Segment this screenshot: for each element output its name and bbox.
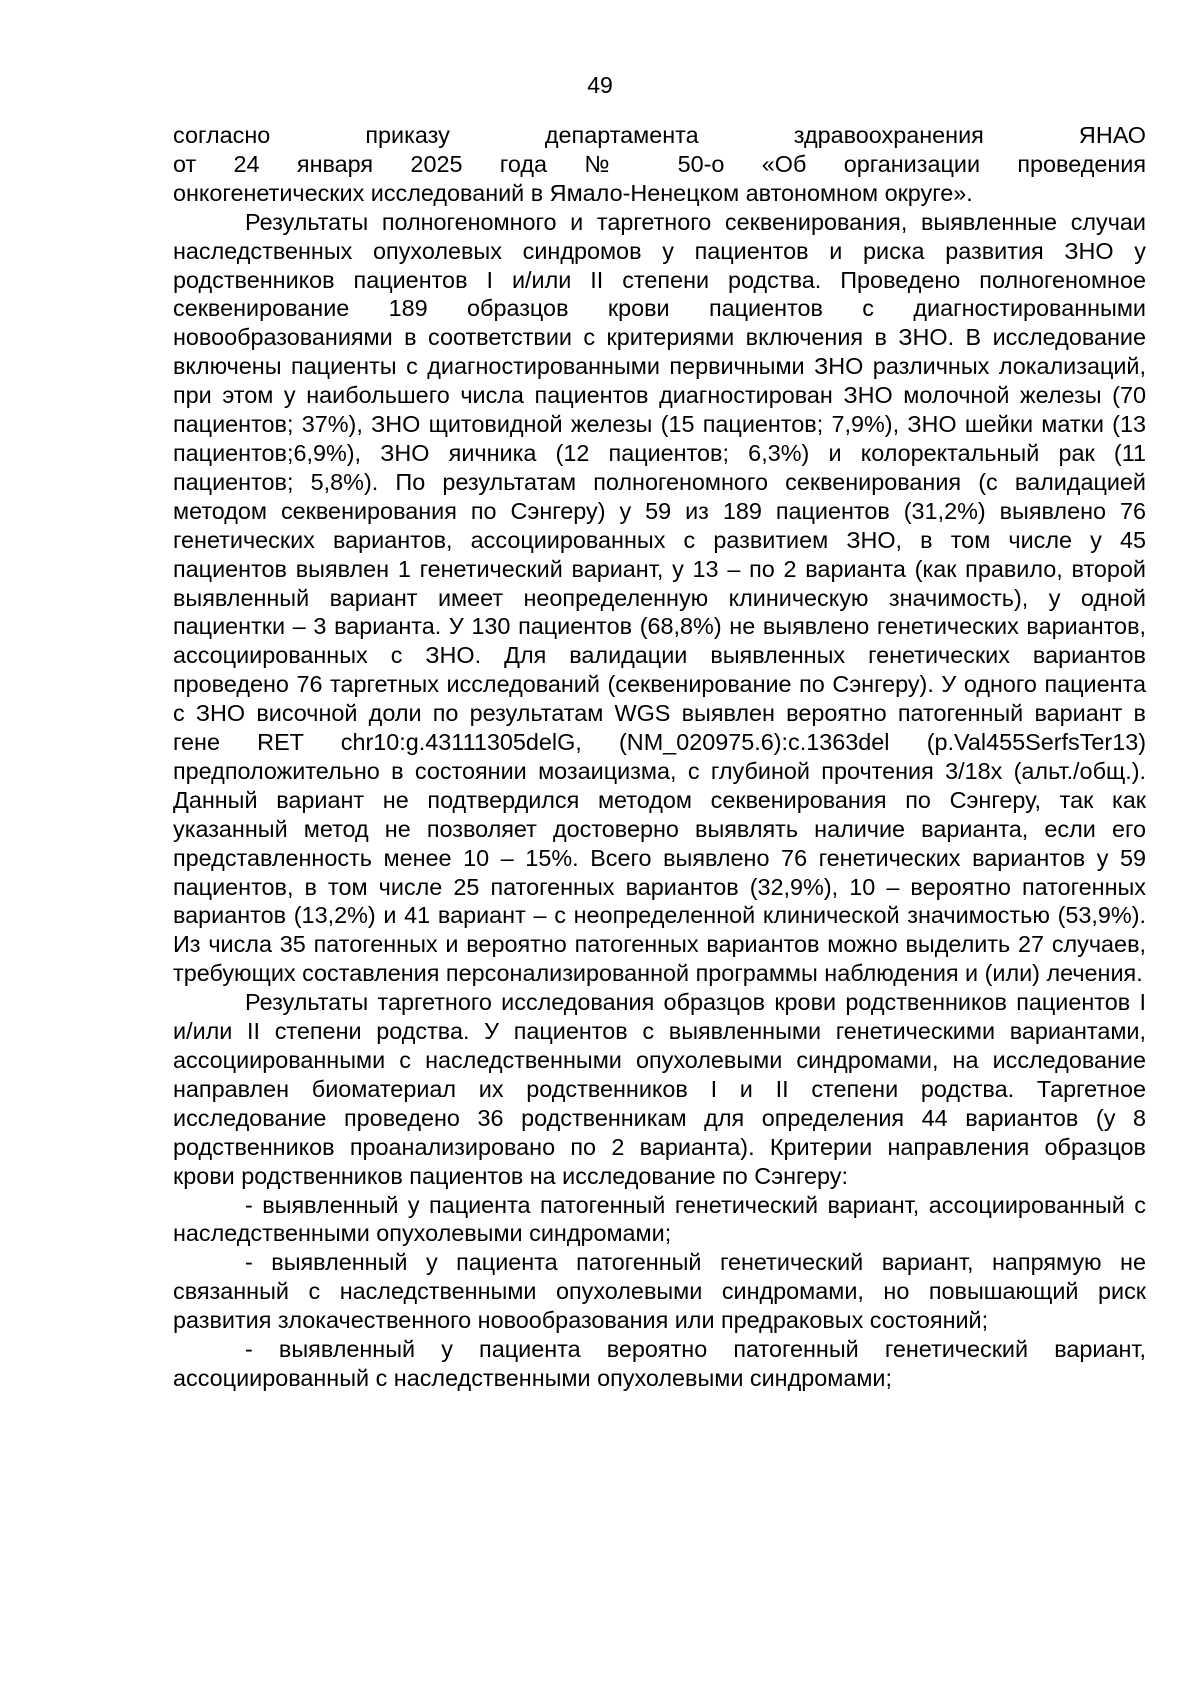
- criteria-item: - выявленный у пациента патогенный генетический вариант, напрямую не связанный с наследственными опухолевыми синдромами, но повышающий риск развития злокачественного новообразования или предраковых состояний;: [173, 1249, 1146, 1334]
- intro-line: онкогенетических исследований в Ямало-Ненецком автономном округе».: [173, 179, 973, 206]
- targeted-results-paragraph: Результаты таргетного исследования образцов крови родственников пациентов I и/или II степени родства. У пациентов с выявленными генетическими вариантами, ассоциированными с наследственными опухолевыми синдромами, на исследование направлен биоматериал их родственников I и II степени родства. Таргетное исследование проведено 36 родственникам для определения 44 вариантов (у 8 родственников проанализировано по 2 варианта). Критерии направления образцов крови родственников пациентов на исследование по Сэнгеру:: [173, 989, 1146, 1189]
- intro-line: от 24 января 2025 года № 50-о «Об организации проведения: [173, 150, 1146, 177]
- intro-paragraph: [173, 121, 1146, 208]
- wgs-results-paragraph: Результаты полногеномного и таргетного секвенирования, выявленные случаи наследственных опухолевых синдромов у пациентов и риска развития ЗНО у родственников пациентов I и/или II степени родства. Проведено полногеномное секвенирование 189 образцов крови пациентов с диагностированными новообразованиями в соответствии с критериями включения в ЗНО. В исследование включены пациенты с диагностированными первичными ЗНО различных локализаций, при этом у наибольшего числа пациентов диагностирован ЗНО молочной железы (70 пациентов; 37%), ЗНО щитовидной железы (15 пациентов; 7,9%), ЗНО шейки матки (13 пациентов;6,9%), ЗНО яичника (12 пациентов; 6,3%) и колоректальный рак (11 пациентов; 5,8%). По результатам полногеномного секвенирования (с валидацией методом секвенирования по Сэнгеру) у 59 из 189 пациентов (31,2%) выявлено 76 генетических вариантов, ассоциированных с развитием ЗНО, в том числе у 45 пациентов выявлен 1 генетический вариант, у 13 – по 2 варианта (как правило, второй выявленный вариант имеет неопределенную клиническую значимость), у одной пациентки – 3 варианта. У 130 пациентов (68,8%) не выявлено генетических вариантов, ассоциированных с ЗНО. Для валидации выявленных генетических вариантов проведено 76 таргетных исследований (секвенирование по Сэнгеру). У одного пациента с ЗНО височной доли по результатам WGS выявлен вероятно патогенный вариант в гене RET chr10:g.43111305delG, (NM_020975.6):c.1363del (p.Val455SerfsTer13) предположительно в состоянии мозаицизма, с глубиной прочтения 3/18х (альт./общ.). Данный вариант не подтвердился методом секвенирования по Сэнгеру, так как указанный метод не позволяет достоверно выявлять наличие варианта, если его представленность менее 10 – 15%. Всего выявлено 76 генетических вариантов у 59 пациентов, в том числе 25 патогенных вариантов (32,9%), 10 – вероятно патогенных вариантов (13,2%) и 41 вариант – с неопределенной клинической значимостью (53,9%). Из числа 35 патогенных и вероятно патогенных вариантов можно выделить 27 случаев, требующих составления персонализированной программы наблюдения и (или) лечения.: [173, 208, 1146, 987]
- page-number: 49: [587, 72, 613, 98]
- document-body: [173, 121, 1146, 1393]
- intro-line: согласно приказу департамента здравоохранения ЯНАО: [173, 122, 1146, 148]
- criteria-item: - выявленный у пациента патогенный генетический вариант, ассоциированный с наследственными опухолевыми синдромами;: [173, 1191, 1146, 1247]
- criteria-item: - выявленный у пациента вероятно патогенный генетический вариант, ассоциированный с наследственными опухолевыми синдромами;: [173, 1336, 1146, 1391]
